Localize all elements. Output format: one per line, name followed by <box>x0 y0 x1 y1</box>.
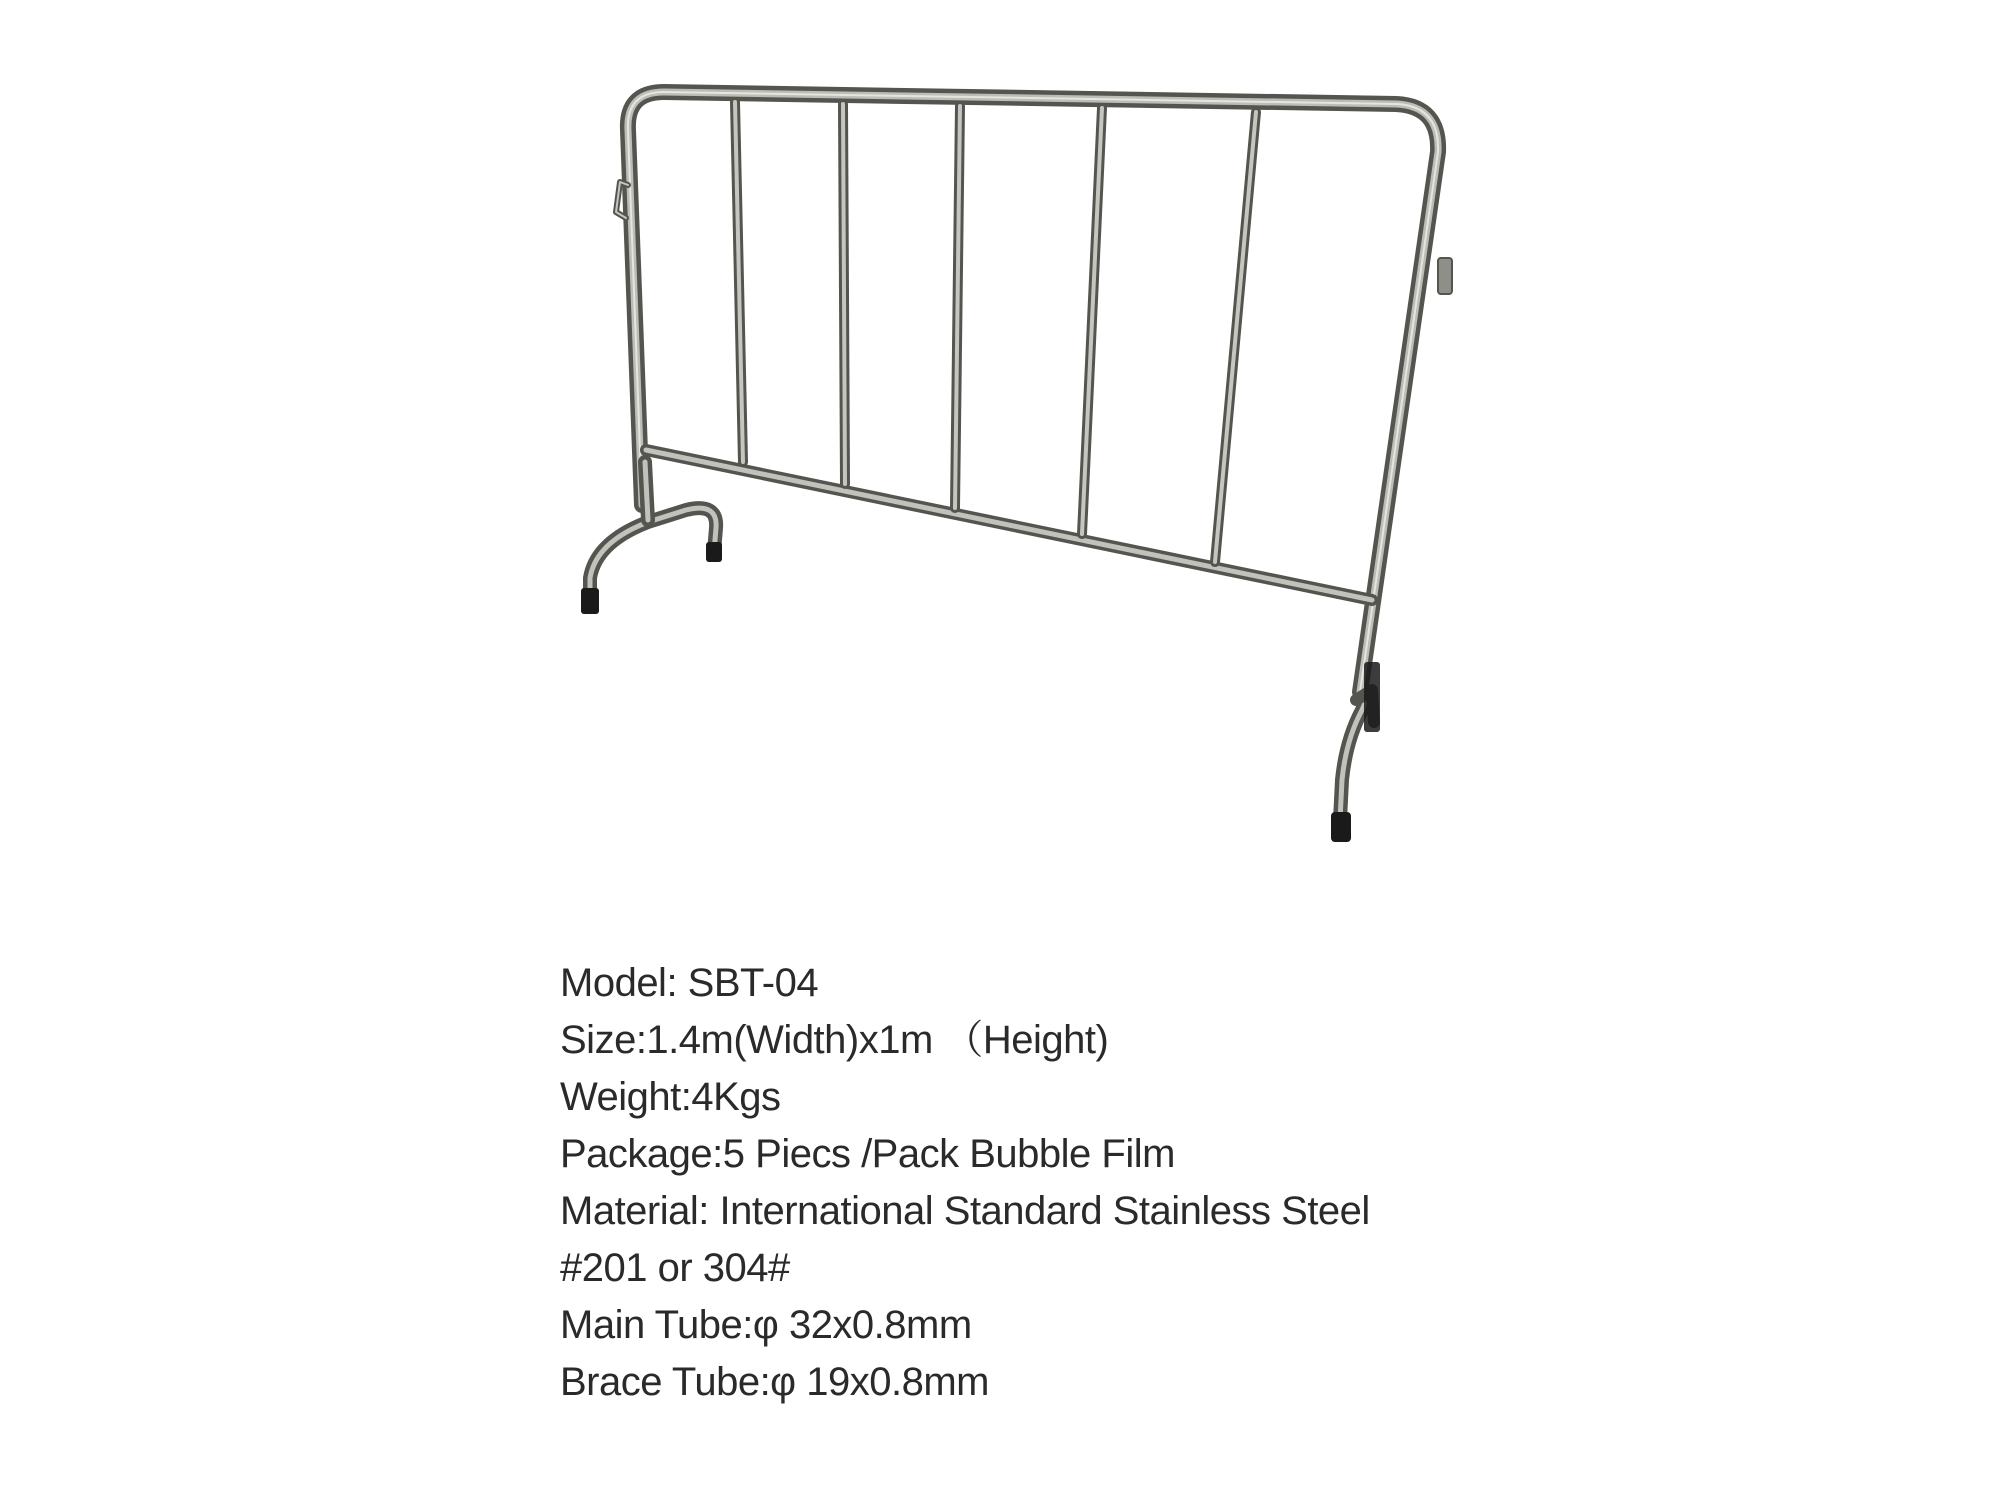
left-foot <box>590 462 716 598</box>
barrier-frame <box>628 92 1438 692</box>
bottom-rail <box>646 450 1372 600</box>
right-foot-rubber-cap-front <box>1331 812 1351 842</box>
right-clamp <box>1438 258 1452 294</box>
spec-main-tube: Main Tube:φ 32x0.8mm <box>560 1303 972 1347</box>
spec-list <box>560 955 1560 1411</box>
spec-model: Model: SBT-04 <box>560 961 819 1005</box>
main-tube-frame <box>628 92 1438 692</box>
spec-brace-tube: Brace Tube:φ 19x0.8mm <box>560 1360 989 1404</box>
right-foot-rubber-cap-back <box>1364 662 1380 732</box>
spec-weight: Weight:4Kgs <box>560 1075 781 1119</box>
spec-material: Material: International Standard Stainless Steel <box>560 1189 1370 1233</box>
left-foot-rubber-cap-back <box>706 542 722 562</box>
left-foot-rubber-cap-front <box>581 588 599 614</box>
spec-size: Size:1.4m(Width)x1m （Height) <box>560 1018 1109 1062</box>
brace-bars <box>735 102 1256 562</box>
spec-package: Package:5 Piecs /Pack Bubble Film <box>560 1132 1175 1176</box>
spec-material-grade: #201 or 304# <box>560 1246 790 1290</box>
